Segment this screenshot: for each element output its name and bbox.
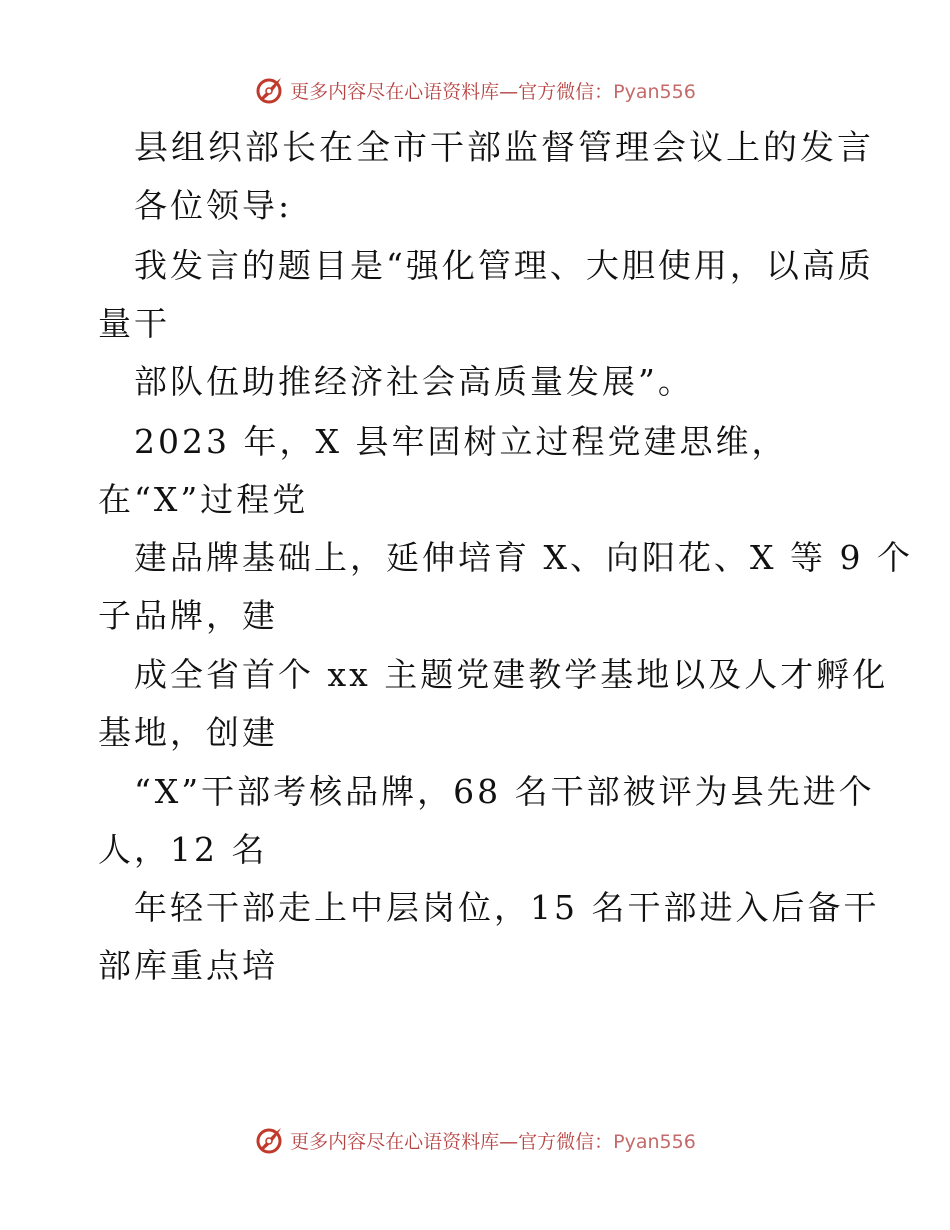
paragraph-line: 部队伍助推经济社会高质量发展”。: [134, 362, 694, 401]
document-title: 县组织部长在全市干部监督管理会议上的发言: [134, 128, 874, 168]
paragraph-line: 子品牌，建: [98, 596, 278, 635]
banner-message: 更多内容尽在心语资料库—官方微信：: [290, 1130, 614, 1153]
paragraph-line: 各位领导:: [134, 186, 293, 225]
banner-wechat-id: Pyan556: [613, 1130, 696, 1153]
paragraph-line: “X”干部考核品牌，68 名干部被评为县先进个: [134, 772, 875, 811]
paragraph-line: 建品牌基础上，延伸培育 X、向阳花、X 等 9 个: [134, 538, 913, 577]
footer-banner: [0, 1120, 950, 1160]
paragraph-line: 人，12 名: [98, 830, 268, 869]
paragraph-line: 在“X”过程党: [98, 480, 309, 519]
quill-logo-icon: [254, 1125, 284, 1155]
banner-wechat-id: Pyan556: [613, 80, 696, 103]
paragraph-line: 部库重点培: [98, 946, 278, 985]
banner-text: [290, 1127, 696, 1154]
paragraph-line: 2023 年，X 县牢固树立过程党建思维，: [134, 422, 788, 461]
banner-message: 更多内容尽在心语资料库—官方微信：: [290, 80, 614, 103]
paragraph-line: 我发言的题目是“强化管理、大胆使用，以高质: [134, 246, 874, 285]
quill-logo-icon: [254, 75, 284, 105]
paragraph-line: 基地，创建: [98, 713, 278, 752]
paragraph-line: 成全省首个 xx 主题党建教学基地以及人才孵化: [134, 655, 889, 694]
paragraph-line: 年轻干部走上中层岗位，15 名干部进入后备干: [134, 888, 880, 927]
header-banner: [0, 70, 950, 110]
banner-text: [290, 77, 696, 104]
paragraph-line: 量干: [98, 304, 170, 343]
